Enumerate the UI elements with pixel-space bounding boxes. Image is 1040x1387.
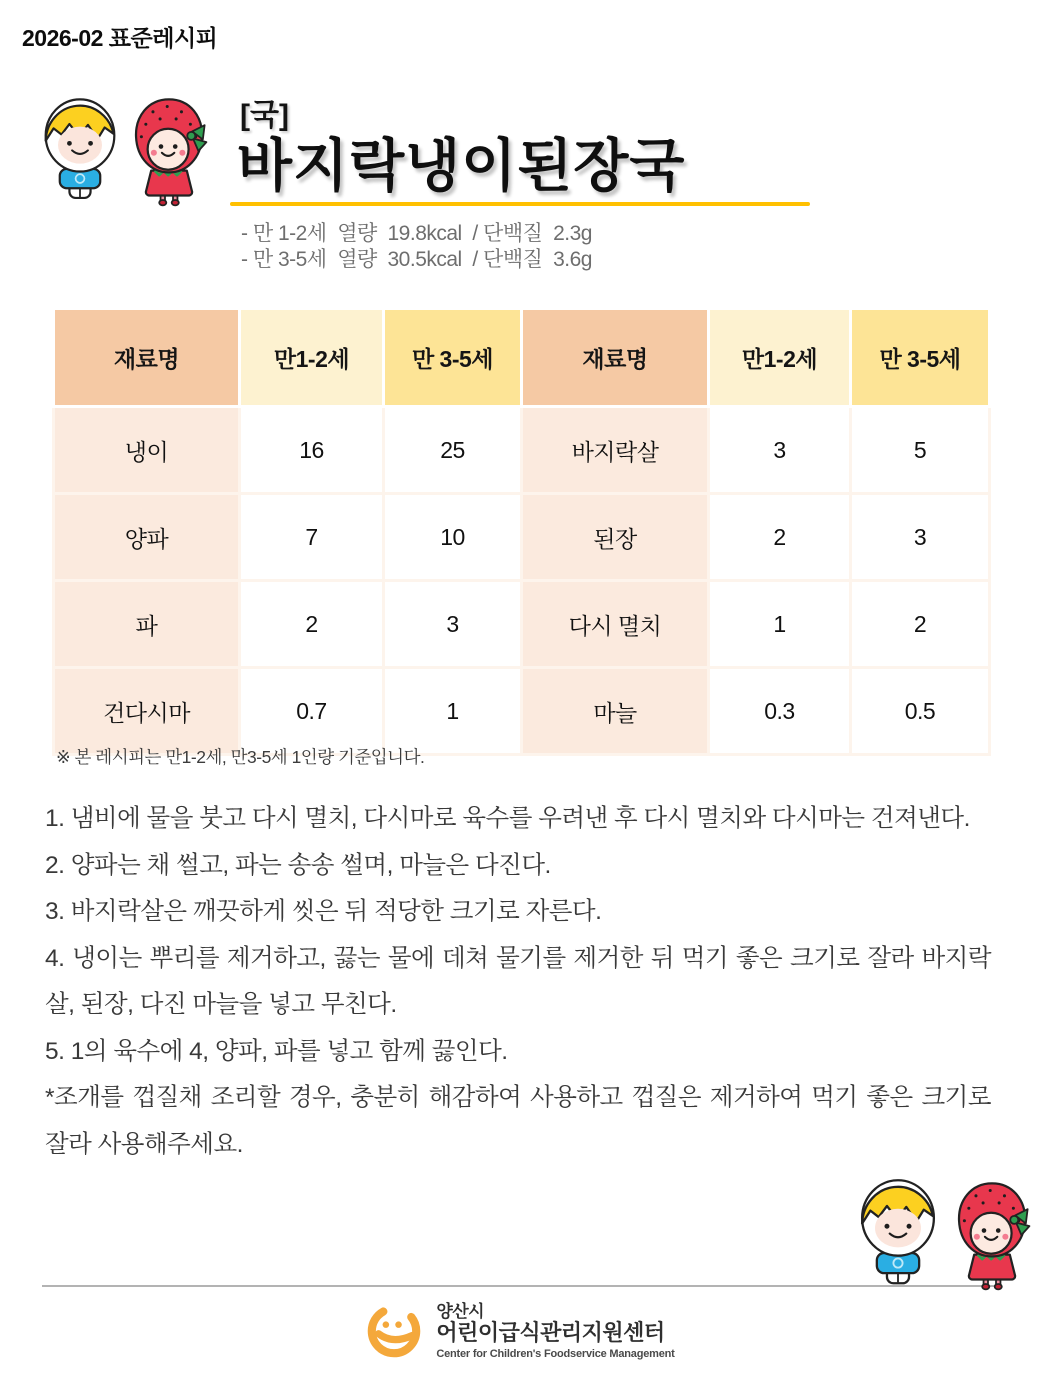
- table-row: [54, 668, 990, 755]
- cell-qty: 16: [240, 407, 384, 494]
- logo-center-name: 어린이급식관리지원센터: [436, 1320, 665, 1346]
- logo-city: 양산시: [436, 1302, 485, 1322]
- doc-label: 2026-02 표준레시피: [22, 25, 218, 51]
- col-header-age1: 만1-2세: [240, 309, 384, 407]
- smiley-logo-icon: [365, 1302, 423, 1360]
- cell-qty: 25: [384, 407, 522, 494]
- step-item: 5. 1의 육수에 4, 양파, 파를 넣고 함께 끓인다.: [45, 1037, 508, 1065]
- cell-ingredient-name: 마늘: [522, 668, 709, 755]
- table-row: [54, 581, 990, 668]
- step-item: 4. 냉이는 뿌리를 제거하고, 끓는 물에 데쳐 물기를 제거한 뒤 먹기 좋은 크기로 잘라 바지락살, 된장, 다진 마늘을 넣고 무친다.: [45, 944, 991, 1018]
- nutrition-line-age2: - 만 3-5세 열량 30.5kcal / 단백질 3.6g: [241, 248, 592, 271]
- step-item: 3. 바지락살은 깨끗하게 씻은 뒤 적당한 크기로 자른다.: [45, 898, 602, 925]
- logo-text: [436, 1302, 674, 1360]
- center-logo: [0, 1302, 1040, 1360]
- cell-ingredient-name: 냉이: [54, 407, 240, 494]
- cell-ingredient-name: 다시 멸치: [522, 581, 709, 668]
- cell-qty: 5: [851, 407, 990, 494]
- cell-qty: 0.7: [240, 668, 384, 755]
- step-item: 1. 냄비에 물을 붓고 다시 멸치, 다시마로 육수를 우려낸 후 다시 멸치와 다시마는 건져낸다.: [45, 805, 970, 832]
- cell-qty: 10: [384, 494, 522, 581]
- serving-note: ※ 본 레시피는 만1-2세, 만3-5세 1인량 기준입니다.: [56, 747, 425, 767]
- nutrition-line-age1: - 만 1-2세 열량 19.8kcal / 단백질 2.3g: [241, 222, 592, 245]
- egg-mascot-icon: [852, 1166, 944, 1292]
- egg-mascot-icon: [36, 84, 124, 208]
- cell-qty: 1: [384, 668, 522, 755]
- col-header-ingredient: 재료명: [522, 309, 709, 407]
- nutrition-info: [241, 221, 592, 273]
- recipe-title: 바지락냉이된장국: [237, 134, 686, 198]
- recipe-category: [국]: [240, 99, 289, 132]
- ingredients-table: [52, 307, 991, 756]
- table-row: [54, 407, 990, 494]
- cell-qty: 0.3: [709, 668, 851, 755]
- title-underline: [230, 202, 810, 206]
- col-header-age1: 만1-2세: [709, 309, 851, 407]
- cell-ingredient-name: 양파: [54, 494, 240, 581]
- strawberry-mascot-icon: [128, 94, 210, 208]
- cell-qty: 1: [709, 581, 851, 668]
- cell-ingredient-name: 바지락살: [522, 407, 709, 494]
- cooking-steps: [45, 796, 991, 1168]
- cell-qty: 2: [240, 581, 384, 668]
- cell-qty: 2: [709, 494, 851, 581]
- cell-qty: 3: [851, 494, 990, 581]
- table-row: [54, 494, 990, 581]
- cell-qty: 3: [709, 407, 851, 494]
- cell-ingredient-name: 건다시마: [54, 668, 240, 755]
- cell-qty: 2: [851, 581, 990, 668]
- col-header-age2: 만 3-5세: [384, 309, 522, 407]
- col-header-age2: 만 3-5세: [851, 309, 990, 407]
- cell-qty: 3: [384, 581, 522, 668]
- logo-english-name: Center for Children's Foodservice Management: [436, 1347, 675, 1360]
- strawberry-mascot-icon: [950, 1178, 1034, 1292]
- step-item: 2. 양파는 채 썰고, 파는 송송 썰며, 마늘은 다진다.: [45, 851, 551, 879]
- cell-ingredient-name: 파: [54, 581, 240, 668]
- cell-ingredient-name: 된장: [522, 494, 709, 581]
- col-header-ingredient: 재료명: [54, 309, 240, 407]
- cell-qty: 7: [240, 494, 384, 581]
- step-item: *조개를 껍질채 조리할 경우, 충분히 해감하여 사용하고 껍질은 제거하여 먹기 좋은 크기로 잘라 사용해주세요.: [45, 1084, 991, 1158]
- cell-qty: 0.5: [851, 668, 990, 755]
- table-header-row: [54, 309, 990, 407]
